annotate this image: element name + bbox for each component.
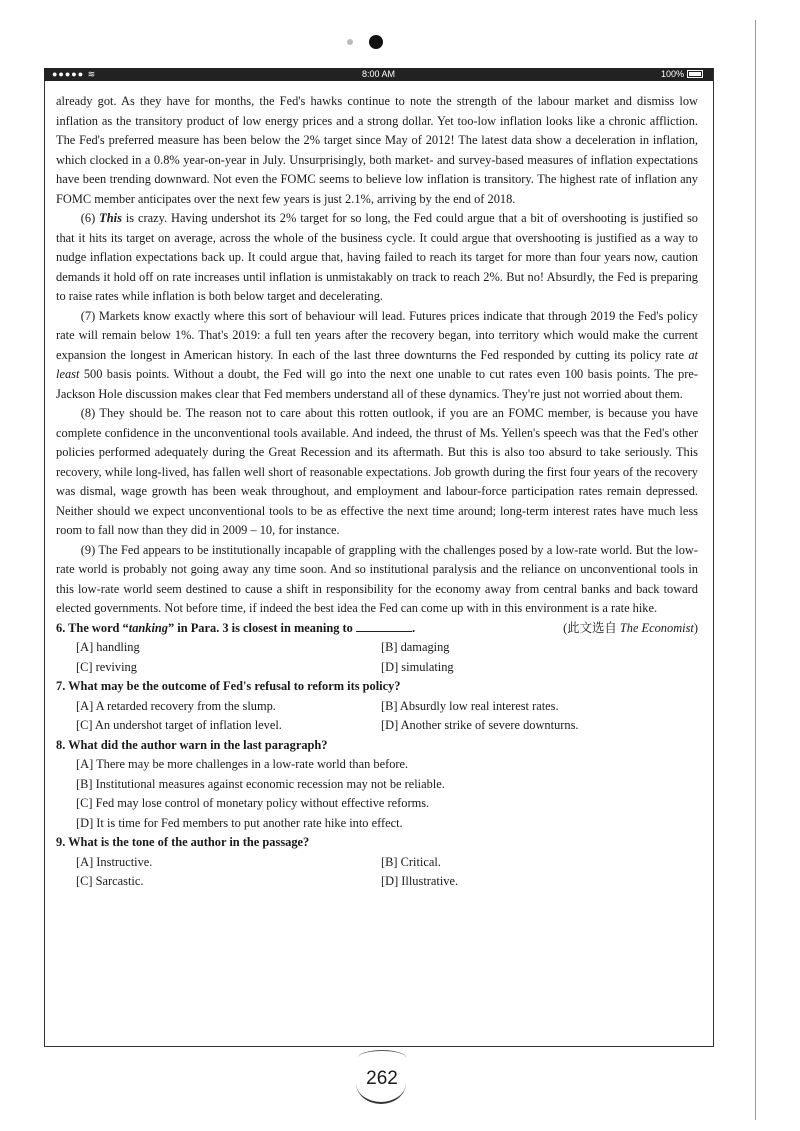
para-number: (6) xyxy=(80,211,96,225)
question-7-options xyxy=(56,697,698,736)
option-a[interactable]: [A] Instructive. xyxy=(76,854,153,869)
option-b[interactable]: [B] Absurdly low real interest rates. xyxy=(381,698,559,713)
reading-content xyxy=(56,92,698,892)
option-a[interactable]: [A] There may be more challenges in a low-rate world than before. xyxy=(76,757,409,771)
option-c[interactable]: [C] An undershot target of inflation level. xyxy=(76,718,282,732)
emphasis-this: This xyxy=(99,211,122,225)
paragraph-7 xyxy=(56,307,698,405)
signal-icon: ●●●●● ≋ xyxy=(52,69,97,79)
answer-blank xyxy=(356,620,412,632)
option-b[interactable]: [B] Institutional measures against economic recession may not be reliable. xyxy=(76,776,445,791)
paragraph-text: Markets know exactly where this sort of behaviour will lead. Futures prices indicate that through 2019 the Fed's policy rate will remain below 1%. That's 2019: a full ten years after the recovery began, into territory which would make the current expansion the longest in American history. In each of the last three downturns the Fed responded by cutting its policy rate xyxy=(56,308,698,362)
device-sensor xyxy=(347,35,407,49)
paragraph-8 xyxy=(56,404,698,541)
emphasis-at-least: at least xyxy=(56,347,698,381)
paragraph-text: 500 basis points. Without a doubt, the Fed will go into the next one unable to cut rates even 100 basis points. The pre-Jackson Hole discussion makes clear that Fed members understand all of these dynamics. They're just not worried about them. xyxy=(56,367,698,401)
option-c[interactable]: [C] reviving xyxy=(76,659,137,674)
option-a[interactable]: [A] A retarded recovery from the slump. xyxy=(76,698,276,713)
paragraph-continuation: already got. As they have for months, the Fed's hawks continue to note the strength of the labour market and dismiss low inflation as the transitory product of low energy prices and a strong dollar. Yet too-low inflation looks like a chronic affliction. The Fed's preferred measure has been below the 2% target since May of 2012! The latest data show a deceleration in inflation, which clocked in a 0.8% year-on-year in July. Unsurprisingly, both market- and survey-based measures of inflation expectations have been trending downward. Not even the FOMC seems to believe low inflation is transitory. The highest rate of inflation any FOMC member anticipates over the next few years is just 2.1%, arriving by the end of 2018. xyxy=(56,94,698,206)
battery-icon xyxy=(687,70,703,78)
page-edge-line xyxy=(755,20,756,1120)
option-a[interactable]: [A] handling xyxy=(76,640,140,654)
question-7-stem: 7. What may be the outcome of Fed's refusal to reform its policy? xyxy=(56,679,401,693)
question-9-stem: 9. What is the tone of the author in the passage? xyxy=(56,835,310,849)
para-number: (9) xyxy=(80,542,96,557)
question-6-options xyxy=(56,638,698,677)
question-9-options xyxy=(56,853,698,892)
paragraph-text: is crazy. Having undershot its 2% target for so long, the Fed could argue that a bit of overshooting is justified so that it hits its target on average, across the whole of the business cycle. It could argue that overshooting is justified as a way to nudge inflation expectations back up. It could argue that, having failed to reach its target for more than four years now, caution demands it hold off on rate increases until inflation is unmistakably on track to reach 2%. But no! Absurdly, the Fed is preparing to raise rates while inflation is both below target and decelerating. xyxy=(56,211,699,303)
option-c[interactable]: [C] Sarcastic. xyxy=(76,874,144,888)
option-d[interactable]: [D] Illustrative. xyxy=(381,874,459,888)
sensor-dot-icon xyxy=(347,39,353,45)
paragraph-text: They should be. The reason not to care about this rotten outlook, if you are an FOMC member, is because you have complete confidence in the unconventional tools available. And indeed, the thrust of Ms. Yellen's speech was that the Fed's other policies performed adequately during the Great Recession and its aftermath. But this is also too absurd to take seriously. This recovery, while long-lived, has fallen well short of reasonable expectations. Job growth during the first four years of the recovery was dismal, wage growth has been weak throughout, and employment and labour-force participation rates remain depressed. Neither should we expect unconventional tools to be as effective the next time around; long-term interest rates have much less room to fall now than they did in 2009 – 10, for instance. xyxy=(56,406,698,537)
source-citation: (此文选自 The Economist) xyxy=(563,620,698,635)
option-c[interactable]: [C] Fed may lose control of monetary policy without effective reforms. xyxy=(76,796,430,810)
question-8-stem: 8. What did the author warn in the last paragraph? xyxy=(56,737,328,752)
option-d[interactable]: [D] simulating xyxy=(381,659,454,674)
para-number: (7) xyxy=(80,308,96,323)
question-6-stem: 6. The word “tanking” in Para. 3 is closest in meaning to . xyxy=(56,620,416,635)
status-time: 8:00 AM xyxy=(361,69,396,79)
paragraph-6 xyxy=(56,209,698,307)
option-d[interactable]: [D] It is time for Fed members to put another rate hike into effect. xyxy=(76,815,403,830)
page-number: 262 xyxy=(356,1062,408,1084)
status-bar xyxy=(44,68,713,81)
option-b[interactable]: [B] damaging xyxy=(381,640,450,654)
option-b[interactable]: [B] Critical. xyxy=(381,854,441,869)
para-number: (8) xyxy=(80,406,96,420)
battery-status xyxy=(661,69,703,79)
paragraph-text: The Fed appears to be institutionally incapable of grappling with the challenges posed by a low-rate world. But the low-rate world is probably not going away any time soon. And so institutional paralysis and the reliance on unconventional tools in this low-rate world seem destined to cause a shift in responsibility for the economy away from central banks and back toward elected governments. Not before time, if indeed the best idea the Fed can come up with in this environment is a rate hike. xyxy=(56,542,698,615)
camera-icon xyxy=(369,35,383,49)
battery-percent: 100% xyxy=(660,69,684,79)
option-d[interactable]: [D] Another strike of severe downturns. xyxy=(381,718,579,732)
